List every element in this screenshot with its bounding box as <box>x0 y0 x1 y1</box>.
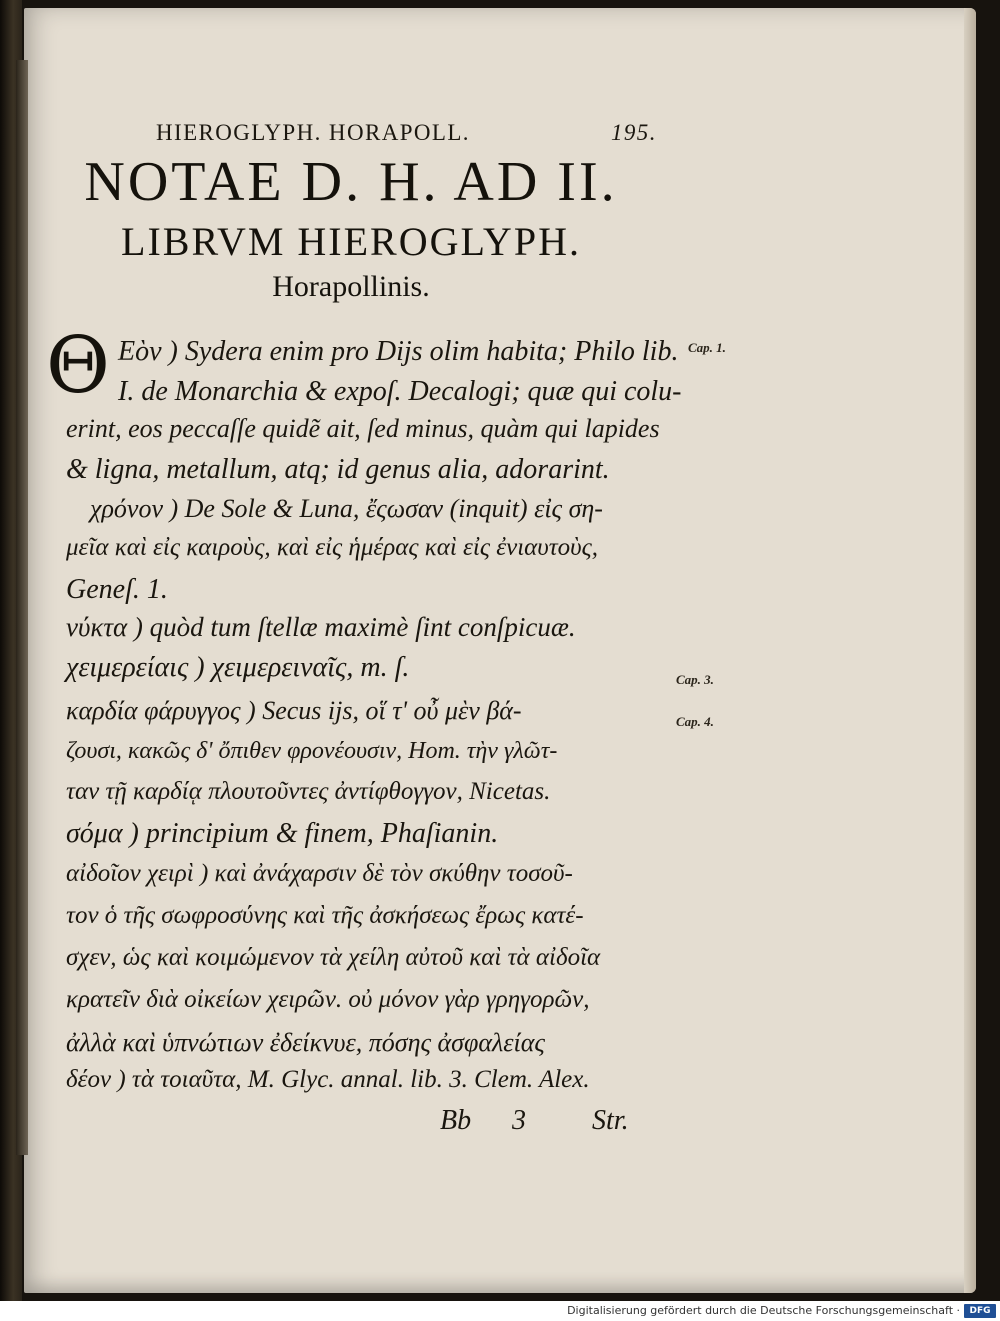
body-line: χρόνον ) De Sole & Luna, ἔςωσαν (inquit) εἰς ση- <box>90 494 603 523</box>
drop-cap-initial: Θ <box>46 321 110 411</box>
dfg-logo-icon: DFG <box>964 1304 996 1318</box>
signature-number: 3 <box>512 1105 526 1136</box>
signature-mark: Bb <box>440 1105 472 1136</box>
body-line: αἰδοῖον χειρὶ ) καὶ ἀνάχαρσιν δὲ τὸν σκύθην τοσοῦ- <box>66 860 573 887</box>
margin-note-cap-1: Cap. 1. <box>688 340 726 355</box>
heading-line-1: NOTAE D. H. AD II. <box>84 151 618 213</box>
body-line: νύκτα ) quòd tum ſtellæ maximè ſint conſpicuæ. <box>66 612 576 642</box>
running-head-title: HIEROGLYPH. HORAPOLL. <box>156 120 470 145</box>
body-line: χειμερείαις ) χειμερειναῖς, m. ſ. <box>66 652 410 683</box>
body-line: καρδία φάρυγγος ) Secus ijs, οἵ τ' οὖ μὲν βά- <box>66 696 522 725</box>
credit-text: Digitalisierung gefördert durch die Deutsche Forschungsgemeinschaft · <box>567 1304 960 1317</box>
body-line: τον ὁ τῆς σωφροσύνης καὶ τῆς ἀσκήσεως ἔρως κατέ- <box>66 902 584 929</box>
body-line: I. de Monarchia & expoſ. Decalogi; quæ qui colu- <box>118 376 682 407</box>
body-line: μεῖα καὶ εἰς καιροὺς, καὶ εἰς ἡμέρας καὶ εἰς ἐνιαυτοὺς, <box>66 534 599 561</box>
margin-note-cap-3: Cap. 3. <box>676 672 714 687</box>
page-edge <box>964 8 976 1293</box>
page-gutter-shadow <box>16 60 28 1155</box>
heading-line-2: LIBRVM HIEROGLYPH. <box>121 219 581 264</box>
catchword: Str. <box>592 1105 629 1136</box>
body-line: σχεν, ὡς καὶ κοιμώμενον τὰ χείλη αὐτοῦ καὶ τὰ αἰδοῖα <box>66 944 601 971</box>
body-line: δέον ) τὰ τοιαῦτα, M. Glyc. annal. lib. 3. Clem. Alex. <box>66 1066 590 1093</box>
body-line: ταν τῇ καρδίᾳ πλουτοῦντες ἀντίφθογγον, Nicetas. <box>66 778 551 805</box>
body-line: κρατεῖν διὰ οἰκείων χειρῶν. οὐ μόνον γὰρ γρηγορῶν, <box>66 986 590 1013</box>
digitization-credit-bar <box>0 1301 1000 1321</box>
body-line: Geneſ. 1. <box>66 574 168 605</box>
body-line: ἀλλὰ καὶ ὑπνώτιων ἐδείκνυε, πόσης ἀσφαλείας <box>66 1028 545 1057</box>
body-line: Εὸν ) Sydera enim pro Dijs olim habita; Philo lib. <box>118 336 679 367</box>
body-line: ζουσι, κακῶς δ' ὄπιθεν φρονέουσιν, Hom. τὴν γλῶτ- <box>66 738 558 764</box>
page-number: 195. <box>611 120 657 145</box>
body-line: σόμα ) principium & finem, Phaſianin. <box>66 818 499 849</box>
margin-note-cap-4: Cap. 4. <box>676 714 714 729</box>
body-line: & ligna, metallum, atq; id genus alia, adorarint. <box>66 454 610 485</box>
heading-line-3: Horapollinis. <box>272 270 430 303</box>
body-line: erint, eos peccaſſe quidẽ ait, ſed minus, quàm qui lapides <box>66 414 660 443</box>
